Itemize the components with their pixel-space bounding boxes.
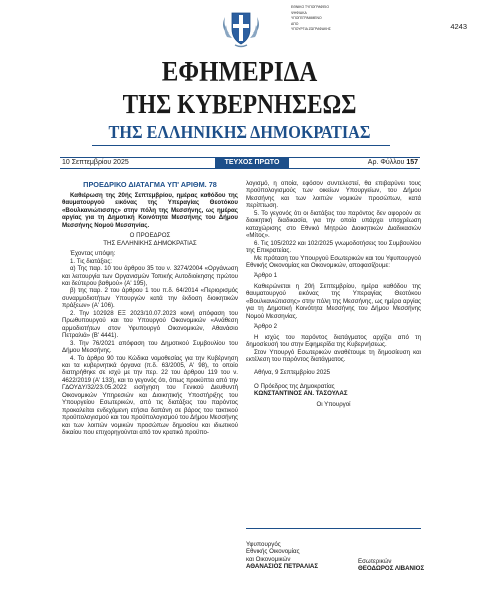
paragraph: λογισμό, η οποία, εφόσον συντελεστεί, θα επιβαρύνει τους προϋπολογισμούς των οικείων Υπουργείων, του Δήμου Μεσσήνης και των λοιπών νομικών προσώπων, κατά περίπτωση. [246, 180, 421, 210]
president-heading-1: Ο ΠΡΟΕΔΡΟΣ [129, 232, 171, 240]
deputy-minister-block [246, 541, 356, 571]
paragraph: α) Της παρ. 10 του άρθρου 35 του ν. 3274/2004 «Οργάνωση και λειτουργία των Οργανισμών Τοπικής Αυτοδιοίκησης πρώτου και δεύτερου βαθμού» (Α' 195), [62, 265, 238, 287]
having-regard-label: Έχοντας υπόψη: [70, 250, 116, 258]
interior-minister-block [358, 558, 428, 573]
article-1-heading: Άρθρο 1 [254, 272, 278, 280]
issue-number: 4243 [450, 22, 467, 31]
paragraph: 6. Τις 105/2022 και 102/2025 γνωμοδοτήσεις του Συμβουλίου της Επικρατείας. [246, 239, 421, 255]
left-column [62, 180, 238, 437]
deputy-minister-title: Υφυπουργός [246, 541, 281, 548]
president-name: ΚΩΝΣΤΑΝΤΙΝΟΣ ΑΝ. ΤΑΣΟΥΛΑΣ [254, 390, 348, 398]
publisher-line: ΕΘΝΙΚΟ ΤΥΠΟΓΡΑΦΕΙΟ [291, 5, 329, 9]
masthead-subtitle: ΤΗΣ ΚΥΒΕΡΝΗΣΕΩΣ [122, 89, 357, 119]
masthead-republic: ΤΗΣ ΕΛΛΗΝΙΚΗΣ ΔΗΜΟΚΡΑΤΙΑΣ [108, 122, 371, 142]
interior-minister-name: ΘΕΟΔΩΡΟΣ ΛΙΒΑΝΙΟΣ [358, 565, 425, 573]
president-label: Ο Πρόεδρος της Δημοκρατίας [254, 382, 335, 390]
coat-of-arms-icon [219, 5, 263, 49]
publisher-line: ΥΠΟΥΡΓΙΑ ΖΩΓΡΑΦΑΚΗΣ [291, 27, 331, 32]
article-1-text: Καθιερώνεται η 20ή Σεπτεμβρίου, ημέρα καθόδου της θαυματουργού εικόνας της Υπεραγίας Θεοτόκου «Βουλκανιώτισσης» στην πόλη της Μεσσήνης, ως ημέρα αργίας για τη Δημοτική Κοινότητα Μεσσήνης του Δήμου Μεσσήνης Νομού Μεσσηνίας. [246, 282, 421, 320]
paragraph: 5. Το γεγονός ότι οι διατάξεις του παρόντος δεν αφορούν σε διοικητική διαδικασία, για την οποία υπάρχει υποχρέωση καταχώρισης στο Εθνικό Μητρώο Διοικητικών Διαδικασιών «Μίτος». [246, 209, 421, 240]
paragraph: 1. Τις διατάξεις: [70, 257, 113, 265]
publisher-line: ΨΗΦΙΑΚΑ [291, 10, 307, 15]
deputy-minister-name: ΑΘΑΝΑΣΙΟΣ ΠΕΤΡΑΛΙΑΣ [246, 563, 319, 571]
paragraph: β) της παρ. 2 του άρθρου 1 του π.δ. 64/2014 «Περιορισμός συναρμοδιοτήτων Υπουργών κατά την έκδοση διοικητικών πράξεων» (Α' 106). [62, 287, 238, 310]
issue-section-badge: ΤΕΥΧΟΣ ΠΡΩΤΟ [215, 157, 289, 169]
signature-divider [246, 528, 421, 529]
article-2-text: Η ισχύς του παρόντος διατάγματος αρχίζει από τη δημοσίευσή του στην Εφημερίδα της Κυβερνήσεως. [246, 333, 421, 349]
decree-summary: Καθιέρωση της 20ής Σεπτεμβρίου, ημέρας καθόδου της θαυματουργού εικόνας της Υπεραγίας Θεοτόκου «Βουλκανιώτισσης» στην πόλη της Μεσσήνης, ως ημέρας αργίας για τη Δημοτική Κοινότητα Μεσσήνης του Δήμου Μεσσήνης Νομού Μεσσηνίας. [62, 192, 238, 229]
deputy-minister-title: Εθνικής Οικονομίας [246, 548, 300, 556]
paragraph: 4. Το άρθρο 90 του Κώδικα νομοθεσίας για την Κυβέρνηση και τα κυβερνητικά όργανα (π.δ. 63/2005, Α' 98), το οποίο διατηρήθηκε σε ισχύ με την περ. 22 του άρθρου 119 του ν. 4622/2019 (Α' 133), και το γεγονός ότι, όπως προκύπτει από την Γ∆ΟΥ∆Υ/32/23.05.2022 εισήγηση του Γενικού Διευθυντή Οικονομικών Υπηρεσιών και Διοικητικής Υποστήριξης του Υπουργείου Εσωτερικών, από τις διατάξεις του παρόντος προκαλείται ενδεχόμενη ετήσια δαπάνη σε βάρος του τακτικού προϋπολογισμού και του προϋπολογισμού του Δήμου Μεσσήνης και των λοιπών νομικών προσώπων δημοσίου και ιδιωτικού δικαίου που επιχορηγούνται από τον κρατικό προϋπο- [62, 354, 238, 437]
issue-info-bar [60, 157, 420, 169]
place-date: Αθήνα, 9 Σεπτεμβρίου 2025 [254, 369, 331, 377]
assignment-text: Στον Υπουργό Εσωτερικών αναθέτουμε τη δημοσίευση και εκτέλεση του παρόντος διατάγματος. [246, 348, 421, 363]
masthead-divider [92, 145, 390, 146]
ministers-label: Οι Υπουργοί [316, 400, 351, 408]
right-column [246, 180, 421, 408]
president-heading-2: ΤΗΣ ΕΛΛΗΝΙΚΗΣ ΔΗΜΟΚΡΑΤΙΑΣ [103, 239, 197, 247]
paragraph: Με πρόταση του Υπουργού Εσωτερικών και του Υφυπουργού Εθνικής Οικονομίας και Οικονομικών, αποφασίζουμε: [246, 254, 421, 269]
paragraph: 3. Την 76/2021 απόφαση του Δημοτικού Συμβουλίου του Δήμου Μεσσήνης. [62, 339, 238, 355]
publisher-line: ΑΠΟ [291, 21, 299, 26]
paragraph: 2. Την 102928 ΕΞ 2023/10.07.2023 κοινή απόφαση του Πρωθυπουργού και του Υπουργού Οικονομικών «Ανάθεση αρμοδιοτήτων στον Υφυπουργό Οικονομικών, Αθανάσιο Πετραλιά» (Β' 4441). [62, 309, 238, 340]
article-2-heading: Άρθρο 2 [254, 323, 278, 331]
sheet-number [368, 159, 418, 166]
interior-minister-title: Εσωτερικών [358, 558, 392, 565]
masthead-title: ΕΦΗΜΕΡΙΔΑ [161, 56, 318, 88]
sheet-number-value: 157 [406, 159, 418, 166]
sheet-label: Αρ. Φύλλου [367, 159, 405, 166]
publisher-line: ΥΠΟΓΕΓΡΑΜΜΕΝΟ [291, 16, 322, 21]
issue-date: 10 Σεπτεμβρίου 2025 [62, 159, 129, 166]
publisher-signature-block [291, 5, 349, 33]
deputy-minister-title: και Οικονομικών [246, 555, 291, 563]
decree-title: ΠΡΟΕΔΡΙΚΟ ΔΙΑΤΑΓΜΑ ΥΠ' ΑΡΙΘΜ. 78 [83, 180, 217, 189]
